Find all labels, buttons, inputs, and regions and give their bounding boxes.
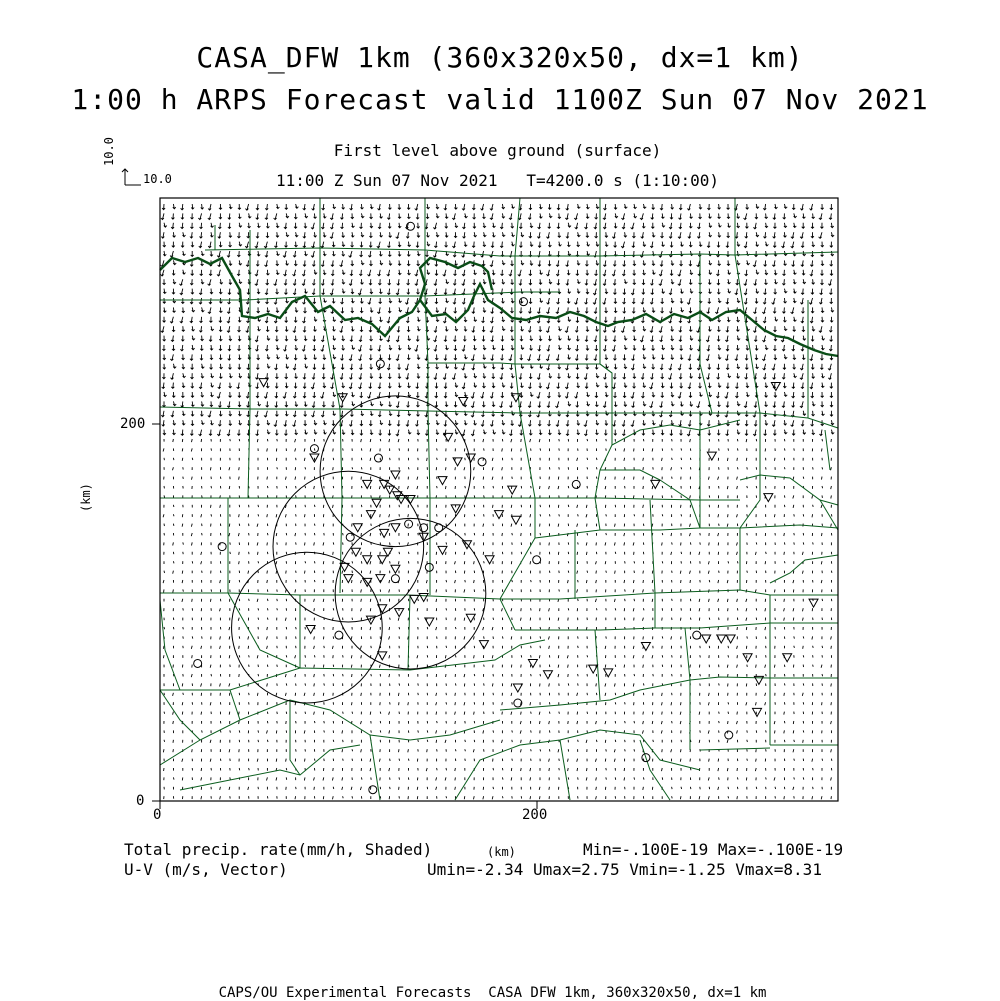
station-triangle-icon xyxy=(528,659,537,667)
station-circle-icon xyxy=(376,360,384,368)
station-triangle-icon xyxy=(641,642,650,650)
station-circle-icon xyxy=(218,543,226,551)
vector-stats: Umin=-2.34 Umax=2.75 Vmin=-1.25 Vmax=8.31 xyxy=(427,860,822,879)
station-circle-icon xyxy=(369,786,377,794)
station-triangle-icon xyxy=(306,626,315,634)
x-axis-label: (km) xyxy=(487,845,516,859)
county-boundaries xyxy=(160,198,838,800)
y-axis-label: (km) xyxy=(79,483,93,512)
station-circle-icon xyxy=(533,556,541,564)
y-tick-label: 0 xyxy=(136,793,145,809)
station-triangle-icon xyxy=(459,398,468,406)
station-circle-icon xyxy=(374,454,382,462)
station-triangle-icon xyxy=(353,524,362,532)
station-triangle-icon xyxy=(543,671,552,679)
station-triangle-icon xyxy=(513,684,522,692)
footer-credit: CAPS/OU Experimental Forecasts CASA DFW 1km, 360x320x50, dx=1 km xyxy=(218,985,767,1001)
station-circle-icon xyxy=(725,731,733,739)
station-triangle-icon xyxy=(809,599,818,607)
station-circle-icon xyxy=(435,524,443,532)
plot-frame xyxy=(160,198,838,801)
station-triangle-icon xyxy=(378,652,387,660)
station-triangle-icon xyxy=(410,595,419,603)
reference-vector-label-vertical: 10.0 xyxy=(102,137,116,166)
station-triangle-icon xyxy=(707,452,716,460)
station-triangle-icon xyxy=(351,548,360,556)
station-circle-icon xyxy=(346,533,354,541)
station-circle-icon xyxy=(335,631,343,639)
station-circle-icon xyxy=(391,575,399,583)
forecast-title: 1:00 h ARPS Forecast valid 1100Z Sun 07 Nov 2021 xyxy=(71,83,929,116)
shaded-stats: Min=-.100E-19 Max=-.100E-19 xyxy=(583,840,844,859)
x-tick-label: 200 xyxy=(522,807,548,823)
station-triangle-icon xyxy=(380,529,389,537)
y-tick-label: 200 xyxy=(120,416,146,432)
radar-coverage-rings xyxy=(232,396,486,703)
reference-vector-label: 10.0 xyxy=(143,172,172,186)
shaded-field-label: Total precip. rate(mm/h, Shaded) xyxy=(124,840,433,859)
station-circle-icon xyxy=(194,659,202,667)
station-triangle-icon xyxy=(508,486,517,494)
station-triangle-icon xyxy=(511,516,520,524)
red-river-boundary xyxy=(160,258,838,356)
station-triangle-icon xyxy=(604,669,613,677)
station-triangle-icon xyxy=(743,654,752,662)
valid-time-label: 11:00 Z Sun 07 Nov 2021 T=4200.0 s (1:10:00) xyxy=(275,171,720,190)
station-triangle-icon xyxy=(259,379,268,387)
station-circle-icon xyxy=(478,458,486,466)
station-triangle-icon xyxy=(425,618,434,626)
station-triangle-icon xyxy=(391,524,400,532)
station-triangle-icon xyxy=(753,708,762,716)
station-triangle-icon xyxy=(378,556,387,564)
station-triangle-icon xyxy=(438,477,447,485)
vector-field-label: U-V (m/s, Vector) xyxy=(124,860,288,879)
station-triangle-icon xyxy=(771,382,780,390)
station-circle-icon xyxy=(425,563,433,571)
station-triangle-icon xyxy=(383,548,392,556)
station-triangle-icon xyxy=(453,458,462,466)
station-circle-icon xyxy=(693,631,701,639)
plot-title: CASA_DFW 1km (360x320x50, dx=1 km) xyxy=(196,41,804,74)
axis-ticks xyxy=(152,424,537,809)
level-label: First level above ground (surface) xyxy=(333,141,662,160)
station-circle-icon xyxy=(572,480,580,488)
x-tick-label: 0 xyxy=(153,807,162,823)
